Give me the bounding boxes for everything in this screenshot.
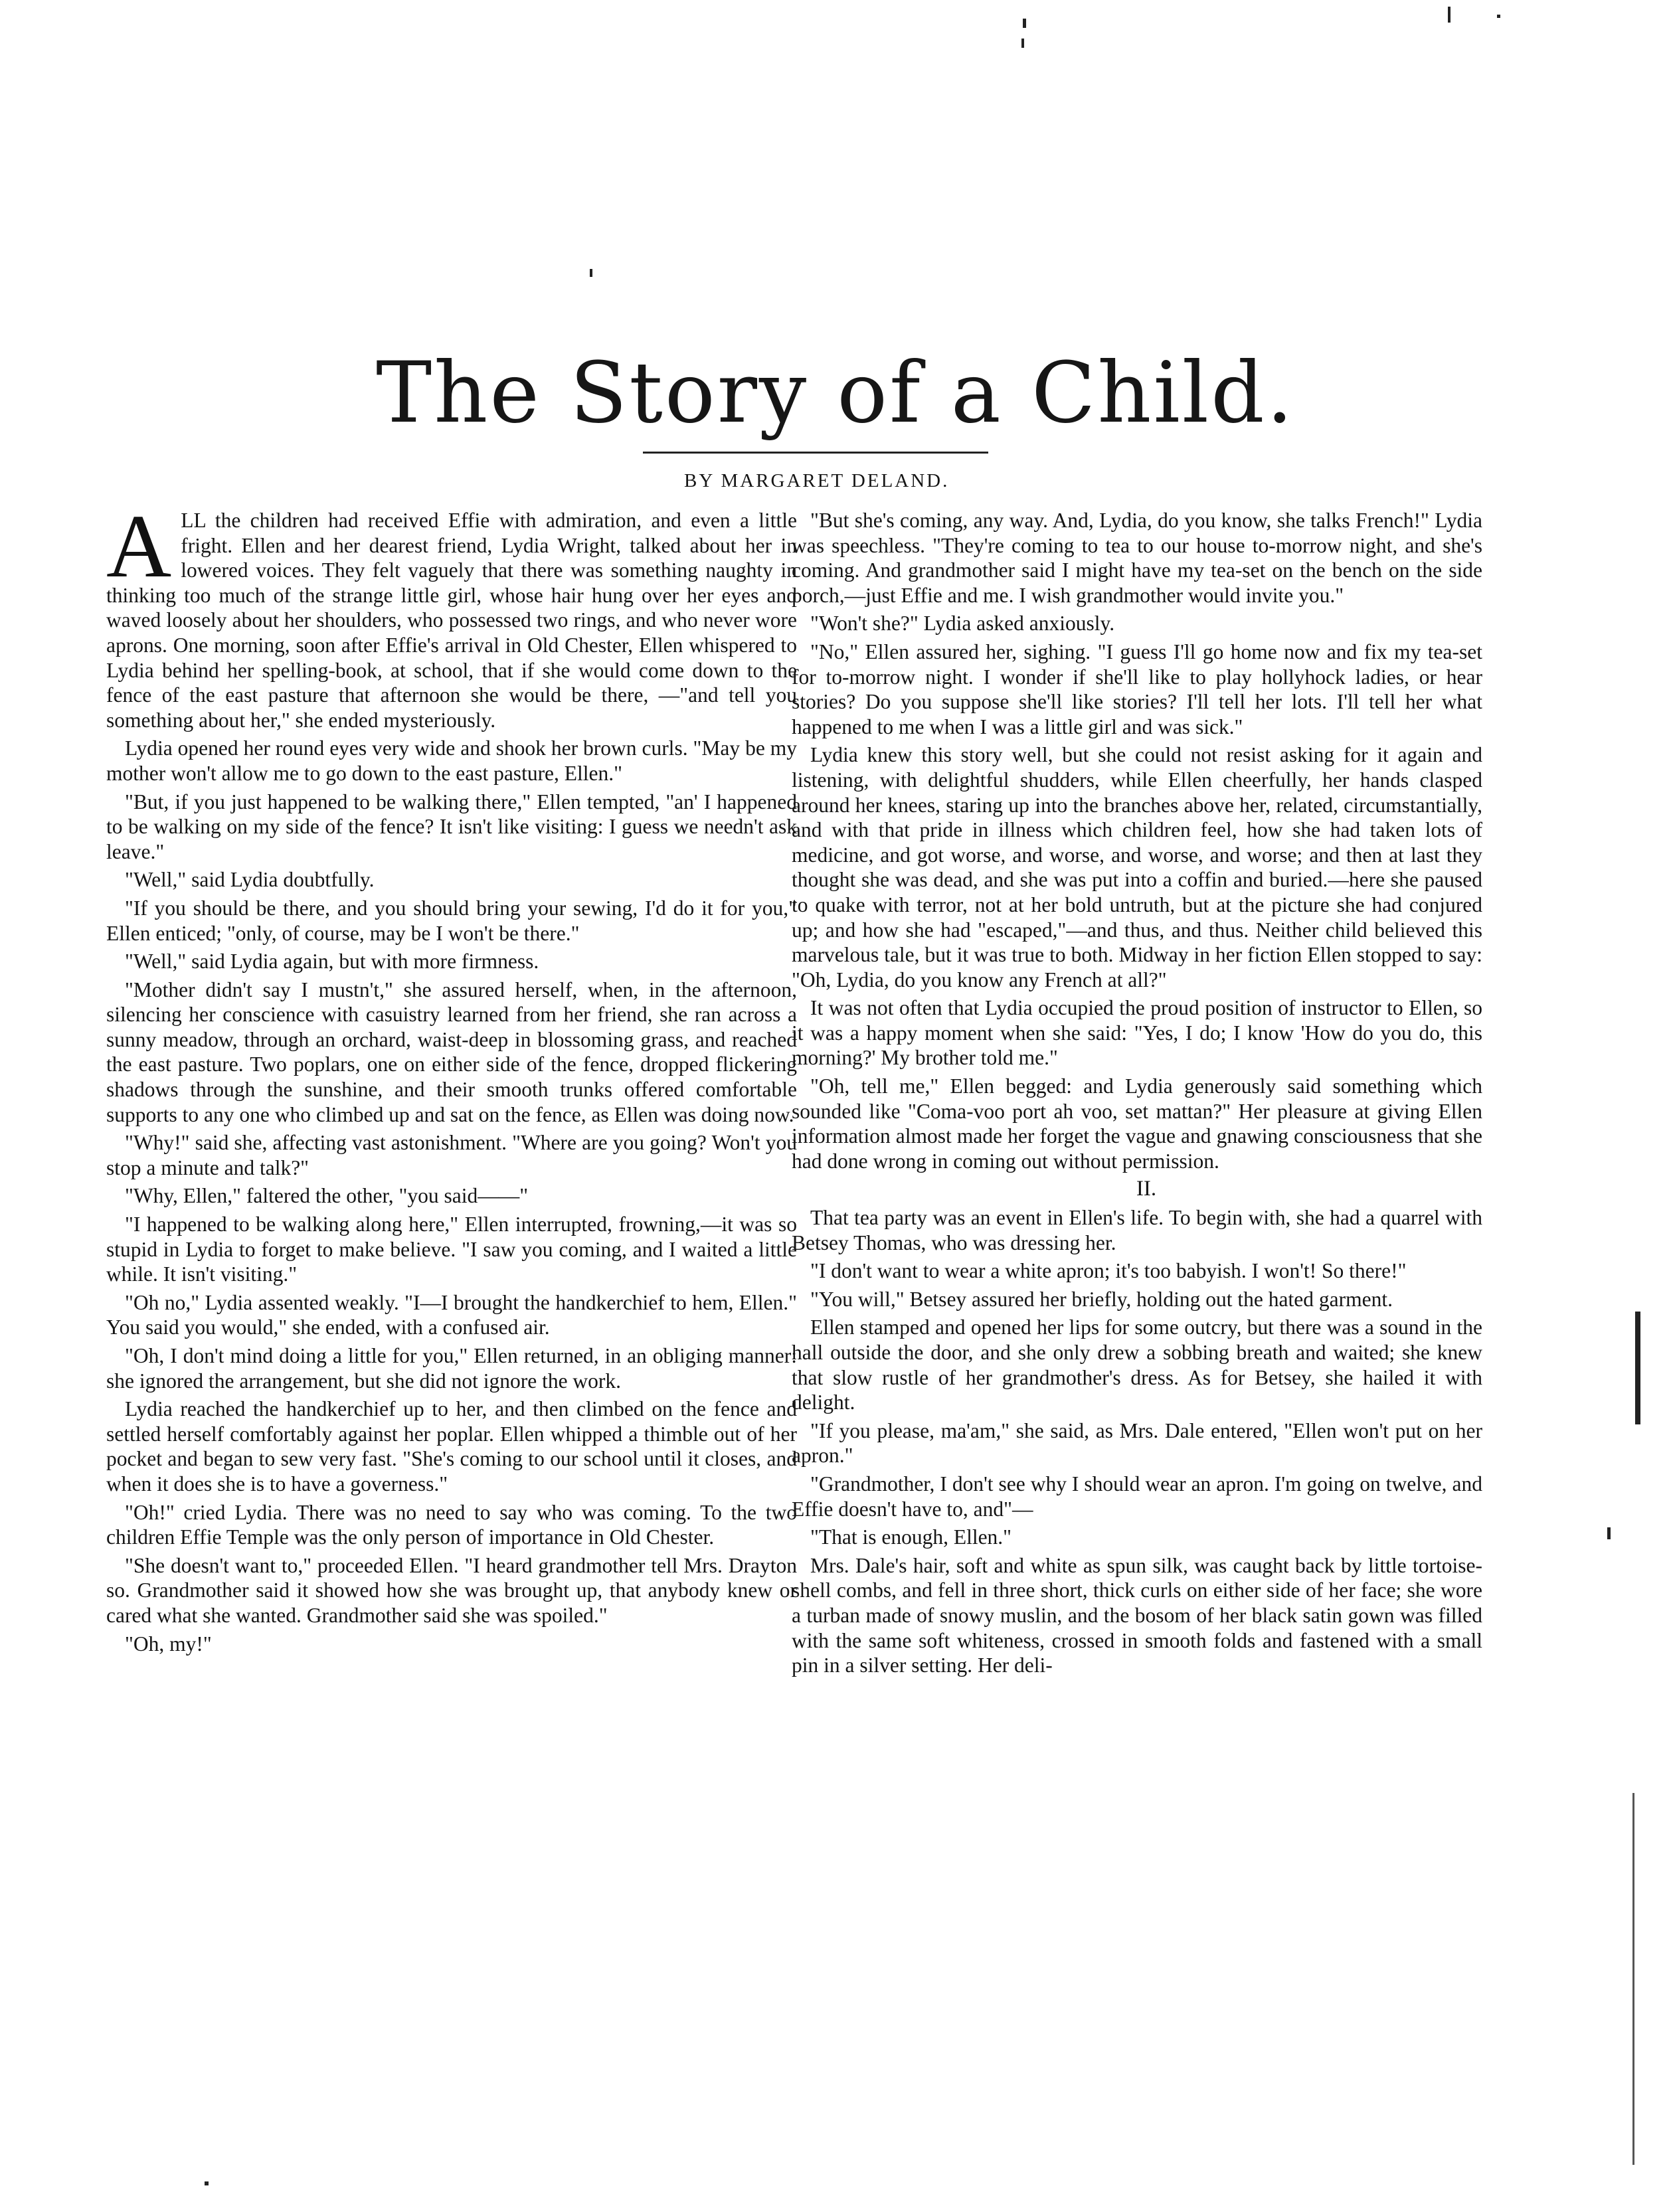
paragraph: "Grandmother, I don't see why I should wear an apron. I'm going on twelve, and Effie doesn't have to, and"— bbox=[792, 1472, 1482, 1521]
paragraph: "You will," Betsey assured her briefly, holding out the hated garment. bbox=[810, 1287, 1393, 1311]
scan-speck bbox=[1021, 39, 1024, 48]
paragraph: "But, if you just happened to be walking there," Ellen tempted, "an' I happened to be walking on my side of the fence? It isn't like visiting: I guess we needn't ask leave." bbox=[106, 790, 797, 863]
article-title: The Story of a Child. bbox=[376, 344, 1295, 442]
binding-edge-mark bbox=[1607, 1527, 1611, 1539]
binding-edge-mark bbox=[1632, 1793, 1634, 2165]
paragraph: "Well," said Lydia again, but with more firmness. bbox=[125, 950, 539, 974]
paragraph: "Won't she?" Lydia asked anxiously. bbox=[810, 612, 1115, 636]
scan-speck bbox=[1023, 19, 1026, 28]
article-byline: BY MARGARET DELAND. bbox=[684, 470, 950, 491]
paragraph: Mrs. Dale's hair, soft and white as spun silk, was caught back by little tortoise-shell combs, and fell in three short, thick curls on either side of her face; she wore a turban made of snowy muslin, and the bosom of her black satin gown was filled with the same soft whiteness, crossed in smooth folds and fastened with a small pin in a silver setting. Her deli- bbox=[792, 1553, 1482, 1677]
paragraph: Lydia opened her round eyes very wide and shook her brown curls. "May be my mother won't allow me to go down to the east pasture, Ellen." bbox=[106, 736, 797, 785]
paragraph: "I don't want to wear a white apron; it's too babyish. I won't! So there!" bbox=[810, 1259, 1407, 1283]
drop-cap: A bbox=[106, 508, 172, 596]
paragraph: "That is enough, Ellen." bbox=[810, 1525, 1012, 1549]
title-divider bbox=[643, 452, 988, 454]
binding-edge-mark bbox=[1635, 1312, 1640, 1424]
paragraph: "But she's coming, any way. And, Lydia, do you know, she talks French!" Lydia was speechless. "They're coming to tea to our house to-morrow night, and she's coming. And grandmother said I might have my tea-set on the bench on the side porch,—just Effie and me. I wish grandmother would invite you." bbox=[792, 509, 1482, 607]
paragraph: It was not often that Lydia occupied the proud position of instructor to Ellen, so it was a happy moment when she said: "Yes, I do; I know 'How do you do, this morning?' My brother told me." bbox=[792, 996, 1482, 1070]
paragraph: "Oh no," Lydia assented weakly. "I—I brought the handkerchief to hem, Ellen." You said you would," she ended, with a confused air. bbox=[106, 1290, 797, 1339]
scan-speck bbox=[1448, 7, 1451, 23]
paragraph: "Well," said Lydia doubtfully. bbox=[125, 868, 375, 892]
paragraph: Lydia reached the handkerchief up to her, and then climbed on the fence and settled herself comfortably against her poplar. Ellen whipped a thimble out of her pocket and began to sew very fast. "She's coming to our school until it closes, and when it does she is to have a governess." bbox=[106, 1397, 797, 1495]
text-column-right bbox=[792, 508, 1482, 2055]
paragraph: "No," Ellen assured her, sighing. "I guess I'll go home now and fix my tea-set for to-morrow night. I wonder if she'll like to play hollyhock ladies, or hear stories? Do you suppose she'll like stories? I'll tell her lots. I'll tell her what happened to me when I was a little girl and was sick." bbox=[792, 639, 1482, 738]
paragraph: "Why!" said she, affecting vast astonishment. "Where are you going? Won't you stop a minute and talk?" bbox=[106, 1131, 797, 1179]
paragraph: That tea party was an event in Ellen's life. To begin with, she had a quarrel with Betsey Thomas, who was dressing her. bbox=[792, 1206, 1482, 1254]
section-number: II. bbox=[1136, 1177, 1157, 1201]
paragraph: "I happened to be walking along here," Ellen interrupted, frowning,—it was so stupid in Lydia to forget to make believe. "I saw you coming, and I waited a little while. It isn't visiting." bbox=[106, 1213, 797, 1286]
paragraph: Ellen stamped and opened her lips for some outcry, but there was a sound in the hall outside the door, and she only drew a sobbing breath and waited; she knew that slow rustle of her grandmother's dress. As for Betsey, she hailed it with delight. bbox=[792, 1316, 1482, 1414]
text-column-left bbox=[106, 508, 797, 2055]
paragraph-text: LL the children had received Effie with admiration, and even a little fright. Ellen and her dearest friend, Lydia Wright, talked about her in lowered voices. They felt vaguely that there was something naughty in thinking too much of the strange little girl, whose hair hung over her eyes and waved loosely about her shoulders, who possessed two rings, and who never wore aprons. One morning, soon after Effie's arrival in Old Chester, Ellen whispered to Lydia behind her spelling-book, at school, that if she would come down to the fence of the east pasture that afternoon she would be there, —"and tell you something about her," she ended mysteriously. bbox=[106, 509, 797, 732]
paragraph: "If you should be there, and you should bring your sewing, I'd do it for you," Ellen enticed; "only, of course, may be I won't be there." bbox=[106, 896, 797, 945]
paragraph: "Oh, tell me," Ellen begged: and Lydia generously said something which sounded like "Coma-voo port ah voo, set mattan?" Her pleasure at giving Ellen information almost made her forget the vague and gnawing consciousness that she had done wrong in coming out without permission. bbox=[792, 1074, 1482, 1173]
paragraph: "She doesn't want to," proceeded Ellen. "I heard grandmother tell Mrs. Drayton so. Grandmother said it showed how she was brought up, that anybody knew or cared what she wanted. Grandmother said she was spoiled." bbox=[106, 1553, 797, 1627]
paragraph: "Oh!" cried Lydia. There was no need to say who was coming. To the two children Effie Temple was the only person of importance in Old Chester. bbox=[106, 1500, 797, 1549]
scan-speck bbox=[1497, 15, 1500, 18]
paragraph: "If you please, ma'am," she said, as Mrs. Dale entered, "Ellen won't put on her apron." bbox=[792, 1418, 1482, 1468]
paragraph: "Why, Ellen," faltered the other, "you said——" bbox=[125, 1184, 529, 1208]
paragraph: "Oh, my!" bbox=[125, 1632, 212, 1656]
paragraph bbox=[106, 508, 797, 732]
paragraph: Lydia knew this story well, but she could not resist asking for it again and listening, with delightful shudders, while Ellen cheerfully, her hands clasped around her knees, staring up into the branches above her, related, circumstantially, and with that pride in illness which children feel, how she had taken lots of medicine, and got worse, and worse, and worse, and worse; and then at last they thought she was dead, and she was put into a coffin and buried.—here she paused to quake with terror, not at her bold untruth, but at the picture she had conjured up; and how she had "escaped,"—and thus, and thus. Neither child believed this marvelous tale, but it was true to both. Midway in her fiction Ellen stopped to say: "Oh, Lydia, do you know any French at all?" bbox=[792, 743, 1482, 991]
paragraph: "Oh, I don't mind doing a little for you," Ellen returned, in an obliging manner: she ignored the arrangement, but she did not ignore the work. bbox=[106, 1344, 797, 1393]
paragraph: "Mother didn't say I mustn't," she assured herself, when, in the afternoon, silencing her conscience with casuistry learned from her friend, she ran across a sunny meadow, through an orchard, waist-deep in blossoming grass, and reached the east pasture. Two poplars, one on either side of the fence, dropped flickering shadows through the sunshine, and their smooth trunks offered comfortable supports to any one who climbed up and sat on the fence, as Ellen was doing now. bbox=[106, 978, 797, 1126]
scan-speck bbox=[205, 2181, 209, 2185]
scan-speck bbox=[590, 269, 592, 277]
